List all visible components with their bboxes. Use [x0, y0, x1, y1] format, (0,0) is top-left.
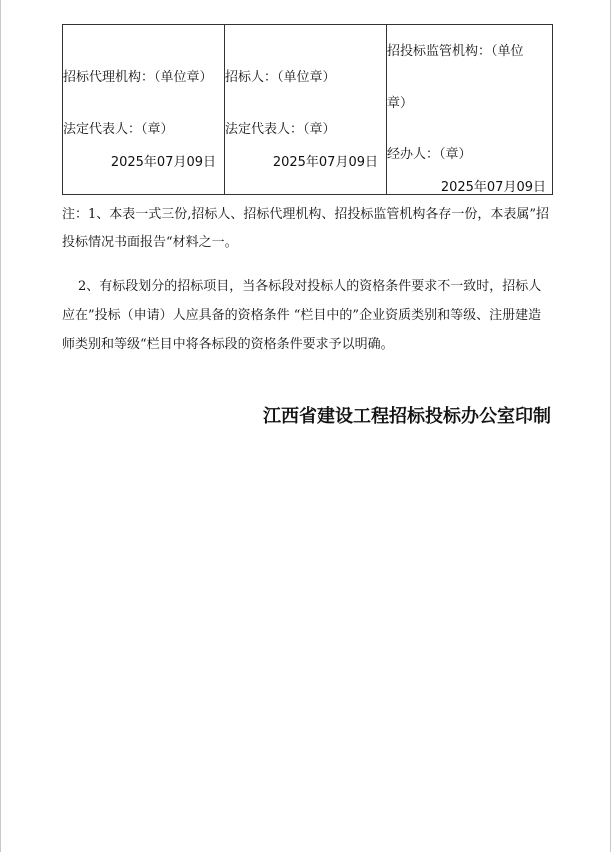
- tenderer-rep-label: 法定代表人：（章）: [225, 122, 336, 137]
- tenderer-seal-label: 招标人：（单位章）: [225, 70, 336, 85]
- note-2-line-2: 应在”投标（申请）人应具备的资格条件 “栏目中的”企业资质类别和等级、注册建造: [62, 308, 542, 323]
- issuer-title: 江西省建设工程招标投标办公室印制: [263, 406, 551, 427]
- agency-cell: [63, 25, 225, 195]
- tenderer-date: 2025年07月09日: [272, 155, 378, 170]
- signature-table: [62, 24, 553, 195]
- supervisor-cell: [387, 25, 553, 195]
- note-1-line-2: 投标情况书面报告“材料之一。: [62, 235, 238, 250]
- note-2-line-1: 2、有标段划分的招标项目，当各标段对投标人的资格条件要求不一致时，招标人: [78, 279, 542, 294]
- note-1: [62, 201, 554, 257]
- supervisor-seal-label-cont: 章）: [387, 96, 414, 111]
- agency-seal-label: 招标代理机构：（单位章）: [63, 70, 213, 85]
- supervisor-date: 2025年07月09日: [440, 180, 546, 195]
- note-2-line-3: 师类别和等级“栏目中将各标段的资格条件要求予以明确。: [62, 337, 394, 352]
- note-2: [62, 272, 554, 359]
- agency-rep-label: 法定代表人：（章）: [63, 122, 174, 137]
- page-edge-left: [0, 0, 1, 852]
- tenderer-cell: [225, 25, 387, 195]
- supervisor-seal-label: 招投标监管机构：（单位: [387, 44, 524, 59]
- signature-row: [63, 25, 553, 195]
- note-1-line-1: 注：1、本表一式三份,招标人、招标代理机构、招投标监管机构各存一份，本表属”招: [62, 207, 550, 222]
- supervisor-handler-label: 经办人：（章）: [387, 147, 472, 162]
- agency-date: 2025年07月09日: [110, 155, 216, 170]
